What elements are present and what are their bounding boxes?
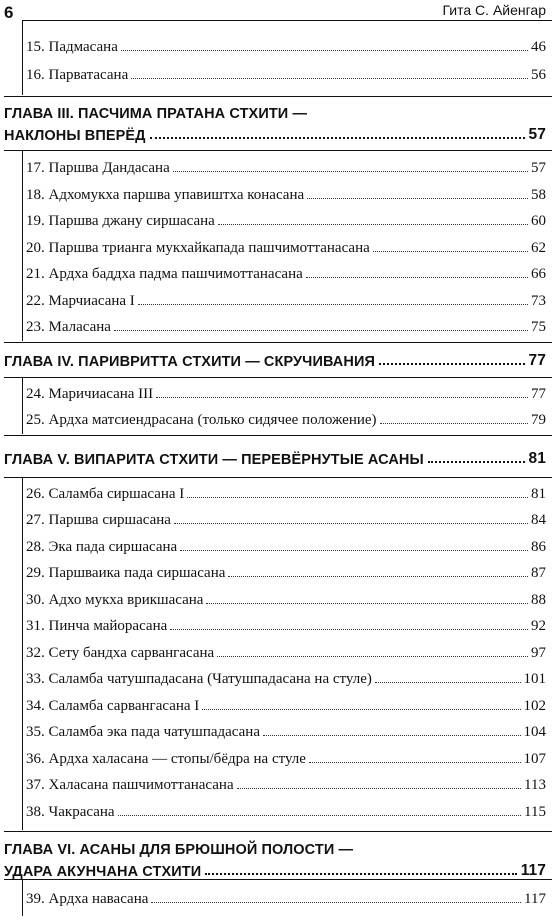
toc-entry[interactable] [26,666,546,688]
entry-page: 107 [523,751,546,767]
entry-title: 27. Паршва сиршасана [26,512,171,528]
entry-page: 84 [531,512,546,528]
entry-title: 21. Ардха баддха падма пашчимоттанасана [26,266,303,282]
entry-title: 25. Ардха матсиендрасана (только сидячее положение) [26,412,377,428]
leader-dots [187,497,528,498]
entry-title: 20. Паршва трианга мукхайкапада пашчимоттанасана [26,240,370,256]
leader-dots [121,50,528,51]
running-head: Гита С. Айенгар [442,2,546,18]
toc-entry[interactable] [26,314,546,336]
entry-page: 104 [523,724,546,740]
entry-page: 97 [531,645,546,661]
chapter-page: 81 [528,450,546,467]
entry-title: 26. Саламба сиршасана I [26,486,185,502]
entry-page: 102 [523,698,546,714]
entry-title: 15. Падмасана [26,39,118,55]
leader-dots [180,550,528,551]
leader-dots [375,682,521,683]
leader-dots [131,78,528,79]
toc-entry[interactable] [26,772,546,794]
leader-dots [170,629,528,630]
entry-page: 87 [531,565,546,581]
chapter-title-line1: ГЛАВА VI. АСАНЫ ДЛЯ БРЮШНОЙ ПОЛОСТИ — [4,842,354,858]
toc-entry[interactable] [26,261,546,283]
entry-title: 36. Ардха халасана — стопы/бёдра на стуле [26,751,306,767]
toc-entry[interactable] [26,34,546,56]
header-rule [22,20,552,21]
leader-dots [156,397,528,398]
entry-page: 66 [531,266,546,282]
entry-title: 39. Ардха навасана [26,891,149,907]
block-rule [22,151,23,341]
entry-title: 23. Маласана [26,319,111,335]
section-rule [4,377,552,378]
entry-page: 101 [523,671,546,687]
toc-entry[interactable] [26,208,546,230]
entry-title: 32. Сету бандха сарвангасана [26,645,215,661]
entry-page: 58 [531,187,546,203]
entry-page: 73 [531,293,546,309]
entry-page: 81 [531,486,546,502]
section-rule [4,96,552,97]
entry-page: 46 [531,39,546,55]
entry-title: 34. Саламба сарвангасана I [26,698,200,714]
entry-page: 79 [531,412,546,428]
chapter-heading[interactable] [4,100,546,144]
section-rule [4,150,552,151]
chapter-heading[interactable] [4,836,546,880]
leader-dots [380,423,528,424]
entry-title: 24. Маричиасана III [26,386,154,402]
toc-entry[interactable] [26,381,546,403]
block-rule [22,21,23,95]
leader-dots [307,198,528,199]
leader-dots [309,762,521,763]
entry-title: 31. Пинча майорасана [26,618,168,634]
entry-page: 60 [531,213,546,229]
toc-entry[interactable] [26,719,546,741]
entry-page: 57 [531,160,546,176]
entry-title: 33. Саламба чатушпадасана (Чатушпадасана на стуле) [26,671,372,687]
entry-title: 18. Адхомукха паршва упавиштха конасана [26,187,305,203]
entry-title: 22. Марчиасана I [26,293,135,309]
toc-entry[interactable] [26,62,546,84]
entry-page: 88 [531,592,546,608]
entry-page: 75 [531,319,546,335]
entry-page: 77 [531,386,546,402]
leader-dots [206,603,528,604]
leader-dots [173,171,528,172]
leader-dots [114,330,528,331]
entry-title: 17. Паршва Дандасана [26,160,170,176]
toc-entry[interactable] [26,407,546,429]
leader-dots [118,815,522,816]
chapter-heading[interactable] [4,446,546,468]
toc-entry[interactable] [26,155,546,177]
leader-dots [428,461,525,463]
entry-page: 56 [531,67,546,83]
leader-dots [151,902,521,903]
toc-entry[interactable] [26,288,546,310]
entry-title: 28. Эка пада сиршасана [26,539,178,555]
chapter-title: ГЛАВА IV. ПАРИВРИТТА СТХИТИ — СКРУЧИВАНИЯ [4,354,375,370]
chapter-page: 57 [528,126,546,143]
leader-dots [373,251,528,252]
leader-dots [150,137,525,139]
leader-dots [138,304,528,305]
block-rule [22,378,23,434]
leader-dots [237,788,521,789]
toc-entry[interactable] [26,560,546,582]
toc-entry[interactable] [26,746,546,768]
leader-dots [218,224,528,225]
section-rule [4,477,552,478]
toc-entry[interactable] [26,235,546,257]
toc-entry[interactable] [26,534,546,556]
chapter-title-line2: НАКЛОНЫ ВПЕРЁД [4,128,146,144]
entry-title: 29. Паршваика пада сиршасана [26,565,226,581]
entry-title: 16. Парватасана [26,67,129,83]
section-rule [4,435,552,436]
chapter-title: ГЛАВА V. ВИПАРИТА СТХИТИ — ПЕРЕВЁРНУТЫЕ АСАНЫ [4,452,424,468]
leader-dots [202,709,520,710]
leader-dots [379,363,525,365]
leader-dots [174,523,528,524]
entry-page: 62 [531,240,546,256]
entry-page: 113 [524,777,546,793]
toc-entry[interactable] [26,693,546,715]
leader-dots [306,277,528,278]
chapter-page: 117 [520,862,546,879]
block-rule [22,880,23,916]
leader-dots [217,656,528,657]
entry-title: 35. Саламба эка пада чатушпадасана [26,724,260,740]
block-rule [22,478,23,830]
entry-title: 38. Чакрасана [26,804,115,820]
entry-title: 19. Паршва джану сиршасана [26,213,215,229]
toc-entry[interactable] [26,613,546,635]
toc-entry[interactable] [26,886,546,908]
toc-entry[interactable] [26,587,546,609]
leader-dots [263,735,521,736]
chapter-title-line1: ГЛАВА III. ПАСЧИМА ПРАТАНА СТХИТИ — [4,106,308,122]
toc-entry[interactable] [26,799,546,821]
entry-page: 86 [531,539,546,555]
section-rule [4,831,552,832]
leader-dots [205,873,516,875]
toc-entry[interactable] [26,481,546,503]
entry-page: 117 [524,891,546,907]
section-rule [4,342,552,343]
entry-title: 30. Адхо мукха врикшасана [26,592,204,608]
entry-title: 37. Халасана пашчимоттанасана [26,777,234,793]
page-number: 6 [4,3,14,22]
chapter-title-line2: УДАРА АКУНЧАНА СТХИТИ [4,864,202,880]
toc-entry[interactable] [26,640,546,662]
entry-page: 92 [531,618,546,634]
entry-page: 115 [524,804,546,820]
chapter-page: 77 [528,352,546,369]
leader-dots [228,576,528,577]
chapter-heading[interactable] [4,348,546,370]
toc-entry[interactable] [26,507,546,529]
page-header [0,0,556,24]
toc-entry[interactable] [26,182,546,204]
